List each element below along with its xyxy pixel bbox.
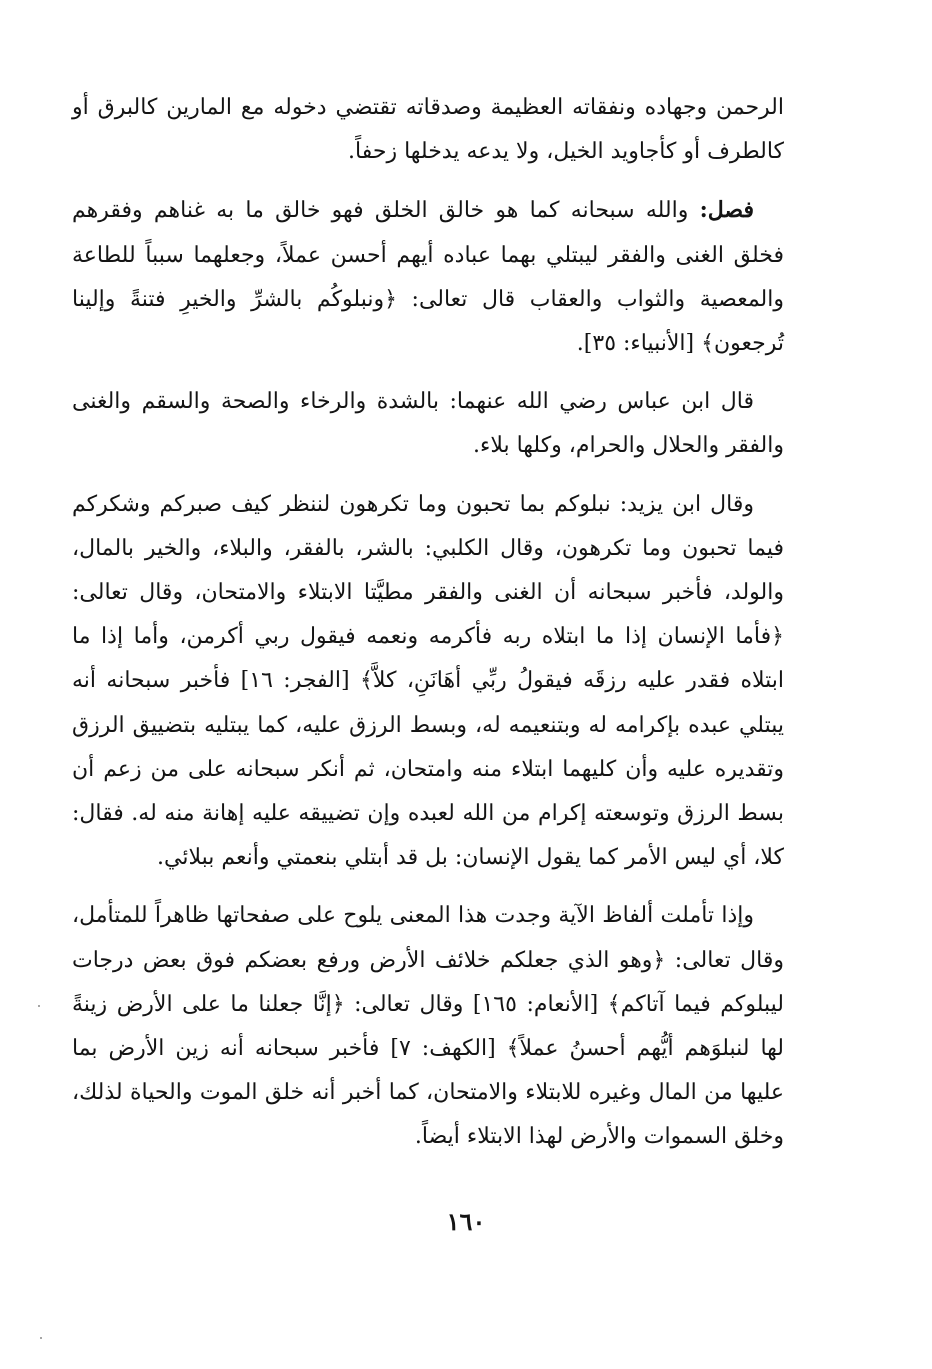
paragraph-3-text: قال ابن عباس رضي الله عنهما: بالشدة والرخاء والصحة والسقم والغنى والفقر والحلال والحرام، وكلها بلاء. xyxy=(72,389,784,459)
paragraph-1-text: الرحمن وجهاده ونفقاته العظيمة وصدقاته تقتضي دخوله مع المارين كالبرق أو كالطرف أو كأجاويد الخيل، ولا يدعه يدخلها زحفاً. xyxy=(72,95,784,165)
paragraph-5 xyxy=(72,894,784,1159)
paragraph-2 xyxy=(72,188,784,366)
paragraph-3 xyxy=(72,380,784,468)
scan-speck xyxy=(40,1337,42,1339)
scan-speck xyxy=(38,1005,40,1007)
paragraph-2-text: والله سبحانه كما هو خالق الخلق فهو خالق ما به غناهم وفقرهم فخلق الغنى والفقر ليبتلي بهما عباده أيهم أحسن عملاً، وجعلهما سبباً للطاعة والمعصية والثواب والعقاب قال تعالى: ﴿ونبلوكُم بالشرِّ والخيرِ فتنةً وإلينا تُرجعون﴾ [الأنبياء: ٣٥]. xyxy=(72,198,784,357)
paragraph-5-text: وإذا تأملت ألفاظ الآية وجدت هذا المعنى يلوح على صفحاتها ظاهراً للمتأمل، وقال تعالى: ﴿وهو الذي جعلكم خلائف الأرض ورفع بعضكم فوق بعض درجات ليبلوكم فيما آتاكم﴾ [الأنعام: ١٦٥] وقال تعالى: ﴿إنَّا جعلنا ما على الأرض زينةً لها لنبلوَهم أيُّهم أحسنُ عملاً﴾ [الكهف: ٧] فأخبر سبحانه أنه زين الأرض بما عليها من المال وغيره للابتلاء والامتحان، كما أخبر أنه خلق الموت والحياة لذلك، وخلق السموات والأرض لهذا الابتلاء أيضاً. xyxy=(72,903,784,1150)
paragraph-4 xyxy=(72,483,784,881)
section-lead: فصل: xyxy=(699,197,754,224)
page-number: ١٦٠ xyxy=(446,1207,486,1236)
paragraph-1 xyxy=(72,86,784,174)
page-body xyxy=(72,86,784,1174)
paragraph-4-text: وقال ابن يزيد: نبلوكم بما تحبون وما تكرهون لننظر كيف صبركم وشكركم فيما تحبون وما تكرهون، وقال الكلبي: بالشر، بالفقر، والبلاء، والخير بالمال، والولد، فأخبر سبحانه أن الغنى والفقر مطيَّتا الابتلاء والامتحان، وقال تعالى: ﴿فأما الإنسان إذا ما ابتلاه ربه فأكرمه ونعمه فيقول ربي أكرمن، وأما إذا ما ابتلاه فقدر عليه رزقَه فيقولُ ربِّي أهَانَنِ، كلاَّ﴾ [الفجر: ١٦] فأخبر سبحانه أنه يبتلي عبده بإكرامه له وبتنعيمه له، وبسط الرزق عليه، كما يبتليه بتضييق الرزق وتقديره عليه وأن كليهما ابتلاء منه وامتحان، ثم أنكر سبحانه على من زعم أن بسط الرزق وتوسعته إكرام من الله لعبده وإن تضييقه عليه إهانة منه له. فقال: كلا، أي ليس الأمر كما يقول الإنسان: بل قد أبتلي بنعمتي وأنعم ببلائي. xyxy=(72,491,784,871)
